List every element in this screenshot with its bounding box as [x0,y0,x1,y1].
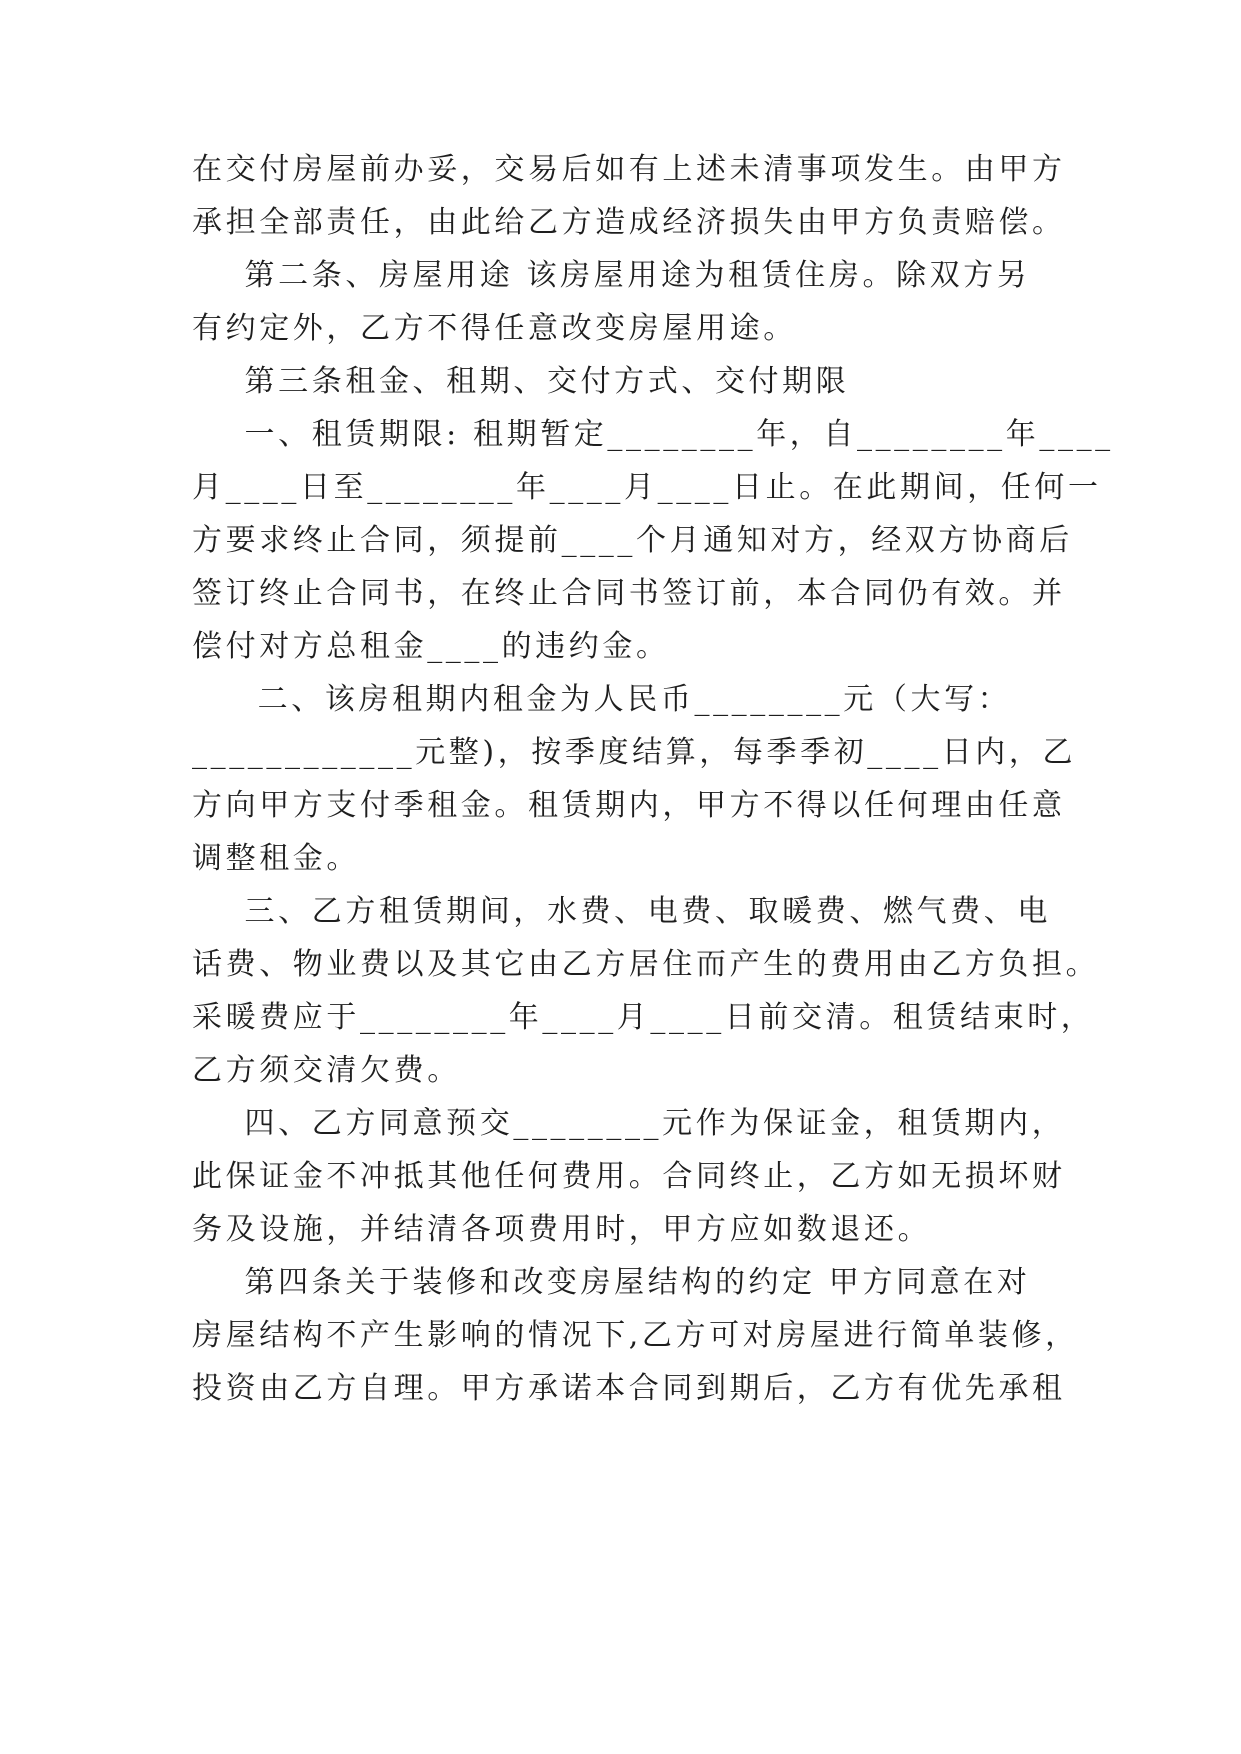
text-line: 四、乙方同意预交________元作为保证金，租赁期内， [192,1106,1066,1141]
text-line: 务及设施，并结清各项费用时，甲方应如数退还。 [192,1212,932,1247]
text-line: 二、该房租期内租金为人民币________元（大写： [192,682,1012,717]
text-line: 第二条、房屋用途 该房屋用途为租赁住房。除双方另 [192,258,1031,293]
text-line: 此保证金不冲抵其他任何费用。合同终止，乙方如无损坏财 [192,1159,1066,1194]
text-line: 方向甲方支付季租金。租赁期内，甲方不得以任何理由任意 [192,788,1066,823]
text-line: 第三条租金、租期、交付方式、交付期限 [192,364,850,399]
text-line: 三、乙方租赁期间，水费、电费、取暖费、燃气费、电 [192,894,1051,929]
text-line: 采暖费应于________年____月____日前交清。租赁结束时， [192,1000,1095,1035]
text-line: 房屋结构不产生影响的情况下,乙方可对房屋进行简单装修， [192,1318,1079,1353]
text-line: 方要求终止合同，须提前____个月通知对方，经双方协商后 [192,523,1073,558]
text-line: ____________元整)，按季度结算，每季季初____日内，乙 [192,735,1077,770]
text-line: 月____日至________年____月____日止。在此期间，任何一 [192,470,1102,505]
text-line: 乙方须交清欠费。 [192,1053,461,1088]
text-line: 第四条关于装修和改变房屋结构的约定 甲方同意在对 [192,1265,1031,1300]
text-line: 有约定外，乙方不得任意改变房屋用途。 [192,311,797,346]
text-line: 调整租金。 [192,841,360,876]
text-line: 投资由乙方自理。甲方承诺本合同到期后，乙方有优先承租 [192,1371,1066,1406]
text-line: 一、租赁期限: 租期暂定________年，自________年____ [192,417,1114,452]
text-line: 签订终止合同书，在终止合同书签订前，本合同仍有效。并 [192,576,1066,611]
text-line: 承担全部责任，由此给乙方造成经济损失由甲方负责赔偿。 [192,205,1066,240]
text-line: 在交付房屋前办妥，交易后如有上述未清事项发生。由甲方 [192,152,1066,187]
text-line: 话费、物业费以及其它由乙方居住而产生的费用由乙方负担。 [192,947,1100,982]
text-line: 偿付对方总租金____的违约金。 [192,629,670,664]
